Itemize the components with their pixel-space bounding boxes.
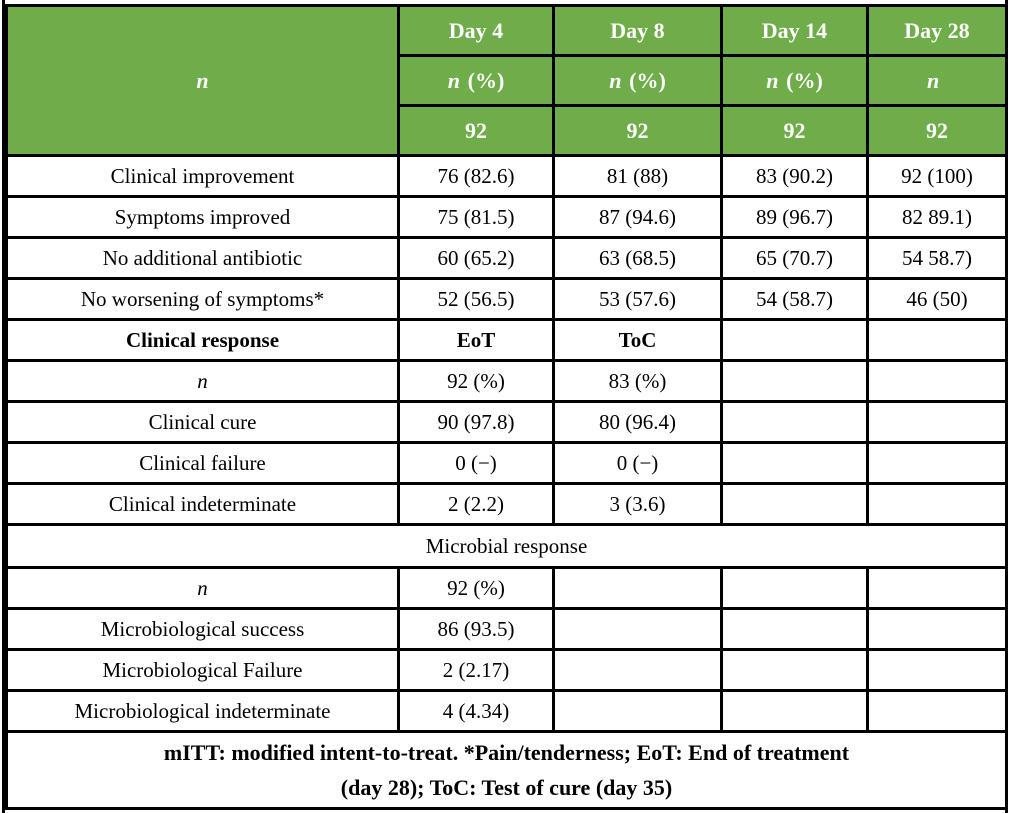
footnote-line1: mITT: modified intent-to-treat. *Pain/tenderness; EoT: End of treatment <box>163 739 850 765</box>
table-row-microbial-response-section <box>7 525 1007 568</box>
cell-eot-n: 92 (%) <box>399 361 554 402</box>
table-row-footnote <box>7 732 1007 809</box>
cell-toc: 80 (96.4) <box>554 402 722 443</box>
cell-empty <box>868 320 1007 361</box>
header-unit-day28 <box>868 56 1007 106</box>
unit-n: n <box>609 67 622 93</box>
row-label: Clinical indeterminate <box>7 484 399 525</box>
cell-day8: 63 (68.5) <box>554 238 722 279</box>
cell-empty <box>722 402 868 443</box>
row-label-n: n <box>7 568 399 609</box>
cell-empty <box>722 609 868 650</box>
cell-empty <box>868 650 1007 691</box>
cell-day8: 53 (57.6) <box>554 279 722 320</box>
table-row-microbial-n <box>7 568 1007 609</box>
row-label: Clinical improvement <box>7 156 399 197</box>
row-label: No worsening of symptoms* <box>7 279 399 320</box>
document-frame <box>2 0 1008 813</box>
cell-day8: 81 (88) <box>554 156 722 197</box>
unit-pct: (%) <box>786 67 823 93</box>
unit-pct: (%) <box>467 67 505 93</box>
cell-empty <box>722 443 868 484</box>
cell-day14: 54 (58.7) <box>722 279 868 320</box>
table-row-no-additional-antibiotic <box>7 238 1007 279</box>
table-row-clinical-failure <box>7 443 1007 484</box>
unit-n: n <box>447 67 460 93</box>
header-day4: Day 4 <box>399 6 554 56</box>
unit-pct: (%) <box>629 67 666 93</box>
clinical-outcomes-table <box>5 4 1008 810</box>
footnote-line2: (day 28); ToC: Test of cure (day 35) <box>340 775 673 800</box>
cell-empty <box>554 568 722 609</box>
table-row-no-worsening-symptoms <box>7 279 1007 320</box>
table-row-clinical-response-n <box>7 361 1007 402</box>
row-label: Symptoms improved <box>7 197 399 238</box>
header-row-days <box>7 6 1007 56</box>
cell-empty <box>868 402 1007 443</box>
header-day28: Day 28 <box>868 6 1007 56</box>
cell-eot: 2 (2.2) <box>399 484 554 525</box>
cell-empty <box>868 568 1007 609</box>
cell-day14: 65 (70.7) <box>722 238 868 279</box>
header-day14: Day 14 <box>722 6 868 56</box>
cell-empty <box>554 691 722 732</box>
row-label: Microbiological indeterminate <box>7 691 399 732</box>
header-corner-n: n <box>7 6 399 156</box>
cell-eot: EoT <box>399 320 554 361</box>
table-row-clinical-improvement <box>7 156 1007 197</box>
cell-empty <box>722 568 868 609</box>
cell-day28: 92 (100) <box>868 156 1007 197</box>
cell-empty <box>554 609 722 650</box>
cell-day28: 46 (50) <box>868 279 1007 320</box>
cell-day8: 87 (94.6) <box>554 197 722 238</box>
header-n-day8: 92 <box>554 106 722 156</box>
cell-empty <box>868 609 1007 650</box>
cell-empty <box>722 361 868 402</box>
footnote <box>7 732 1007 809</box>
row-label-n: n <box>7 361 399 402</box>
cell-day4-n: 92 (%) <box>399 568 554 609</box>
cell-empty <box>722 691 868 732</box>
cell-day14: 83 (90.2) <box>722 156 868 197</box>
cell-empty <box>722 320 868 361</box>
row-label: Clinical failure <box>7 443 399 484</box>
header-n-day4: 92 <box>399 106 554 156</box>
table-row-clinical-response-header <box>7 320 1007 361</box>
cell-toc-n: 83 (%) <box>554 361 722 402</box>
table-row-microbiological-indeterminate <box>7 691 1007 732</box>
table-row-microbiological-failure <box>7 650 1007 691</box>
cell-empty <box>722 650 868 691</box>
cell-empty <box>868 443 1007 484</box>
header-unit-day8 <box>554 56 722 106</box>
section-label: Clinical response <box>7 320 399 361</box>
cell-eot: 90 (97.8) <box>399 402 554 443</box>
cell-empty <box>554 650 722 691</box>
cell-day4: 76 (82.6) <box>399 156 554 197</box>
cell-empty <box>868 484 1007 525</box>
unit-n: n <box>927 67 940 93</box>
cell-toc: ToC <box>554 320 722 361</box>
cell-day4: 75 (81.5) <box>399 197 554 238</box>
header-unit-day14 <box>722 56 868 106</box>
cell-value: 4 (4.34) <box>399 691 554 732</box>
cell-empty <box>868 691 1007 732</box>
cell-toc: 0 (−) <box>554 443 722 484</box>
cell-empty <box>868 361 1007 402</box>
cell-day4: 60 (65.2) <box>399 238 554 279</box>
row-label: Clinical cure <box>7 402 399 443</box>
table-row-clinical-indeterminate <box>7 484 1007 525</box>
cell-toc: 3 (3.6) <box>554 484 722 525</box>
table-row-microbiological-success <box>7 609 1007 650</box>
header-n-day28: 92 <box>868 106 1007 156</box>
cell-day28: 82 89.1) <box>868 197 1007 238</box>
cell-day28: 54 58.7) <box>868 238 1007 279</box>
section-label-microbial: Microbial response <box>7 525 1007 568</box>
table-row-clinical-cure <box>7 402 1007 443</box>
header-n-day14: 92 <box>722 106 868 156</box>
cell-value: 86 (93.5) <box>399 609 554 650</box>
table-row-symptoms-improved <box>7 197 1007 238</box>
row-label: Microbiological success <box>7 609 399 650</box>
cell-empty <box>722 484 868 525</box>
cell-day14: 89 (96.7) <box>722 197 868 238</box>
header-unit-day4 <box>399 56 554 106</box>
unit-n: n <box>766 67 779 93</box>
header-day8: Day 8 <box>554 6 722 56</box>
cell-eot: 0 (−) <box>399 443 554 484</box>
cell-day4: 52 (56.5) <box>399 279 554 320</box>
cell-value: 2 (2.17) <box>399 650 554 691</box>
row-label: No additional antibiotic <box>7 238 399 279</box>
row-label: Microbiological Failure <box>7 650 399 691</box>
